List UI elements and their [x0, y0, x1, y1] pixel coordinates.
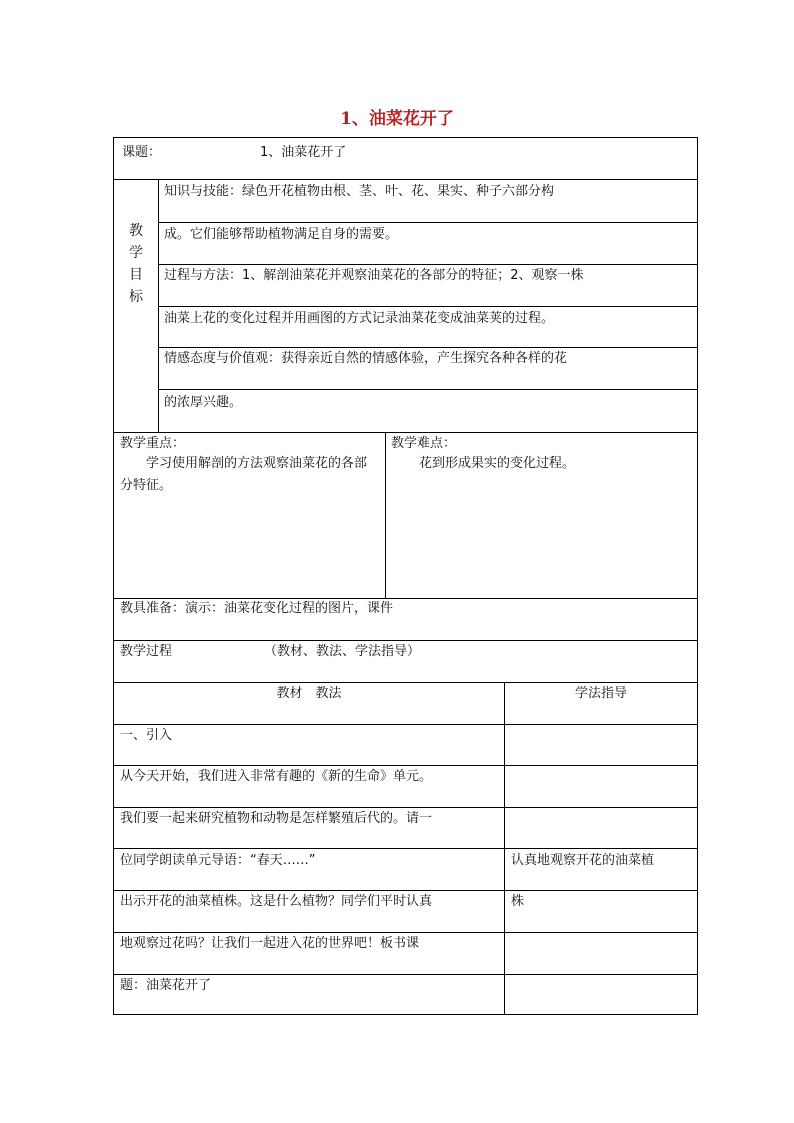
guidance-row-text: 株 [511, 894, 525, 909]
objective-line: 过程与方法：1、解剖油菜花并观察油菜花的各部分的特征；2、观察一株 [164, 268, 584, 283]
column-header-method: 教材 教法 [276, 686, 342, 701]
row-divider [114, 179, 697, 180]
objectives-side-label: 教 学 目 标 [129, 223, 143, 305]
difficulties-text: 花到形成果实的变化过程。 [419, 456, 576, 471]
objective-line: 知识与技能：绿色开花植物由根、茎、叶、花、果实、种子六部分构 [164, 184, 555, 199]
column-header-guidance: 学法指导 [574, 686, 627, 701]
objective-line: 油菜上花的变化过程并用画图的方式记录油菜花变成油菜荚的过程。 [164, 311, 555, 326]
process-row-text: 一、引入 [120, 728, 173, 743]
objective-line: 情感态度与价值观：获得亲近自然的情感体验，产生探究各种各样的花 [164, 351, 568, 366]
objective-line: 成。它们能够帮助植物满足自身的需要。 [164, 227, 399, 242]
row-divider [114, 598, 697, 599]
difficulties-label: 教学难点： [391, 436, 457, 451]
row-divider [114, 682, 697, 683]
row-divider [114, 765, 697, 766]
row-divider [158, 347, 697, 348]
page-title: 1、油菜花开了 [340, 109, 454, 129]
row-divider [158, 306, 697, 307]
process-row-text: 出示开花的油菜植株。这是什么植物？同学们平时认真 [120, 894, 433, 909]
row-divider [158, 222, 697, 223]
row-divider [114, 807, 697, 808]
difficulties-cell [386, 432, 697, 598]
row-divider [114, 974, 697, 975]
row-divider [114, 932, 697, 933]
process-note: （教材、教法、学法指导） [264, 644, 421, 659]
process-row-text: 位同学朗读单元导语：“春天……” [120, 853, 316, 868]
row-divider [158, 264, 697, 265]
row-divider [158, 389, 697, 390]
process-row-text: 我们要一起来研究植物和动物是怎样繁殖后代的。请一 [120, 811, 433, 826]
row-divider [114, 640, 697, 641]
process-row-text: 地观察过花吗？让我们一起进入花的世界吧！板书课 [120, 936, 420, 951]
objective-line: 的浓厚兴趣。 [164, 395, 243, 410]
process-row-text: 题：油菜花开了 [120, 978, 212, 993]
subject-label: 课题： [122, 145, 162, 160]
key-points-text: 学习使用解剖的方法观察油菜花的各部分特征。 [120, 456, 368, 493]
process-label: 教学过程 [120, 644, 173, 659]
key-points-cell [114, 432, 385, 598]
materials-text: 教具准备：演示：油菜花变化过程的图片，课件 [120, 601, 394, 616]
row-divider [114, 890, 697, 891]
row-divider [114, 848, 697, 849]
process-row-text: 从今天开始，我们进入非常有趣的《新的生命》单元。 [120, 769, 433, 784]
key-points-label: 教学重点： [120, 436, 186, 451]
lesson-plan-table [113, 137, 698, 1015]
guidance-row-text: 认真地观察开花的油菜植 [511, 853, 655, 868]
row-divider [114, 724, 697, 725]
subject-value: 1、油菜花开了 [260, 145, 347, 160]
